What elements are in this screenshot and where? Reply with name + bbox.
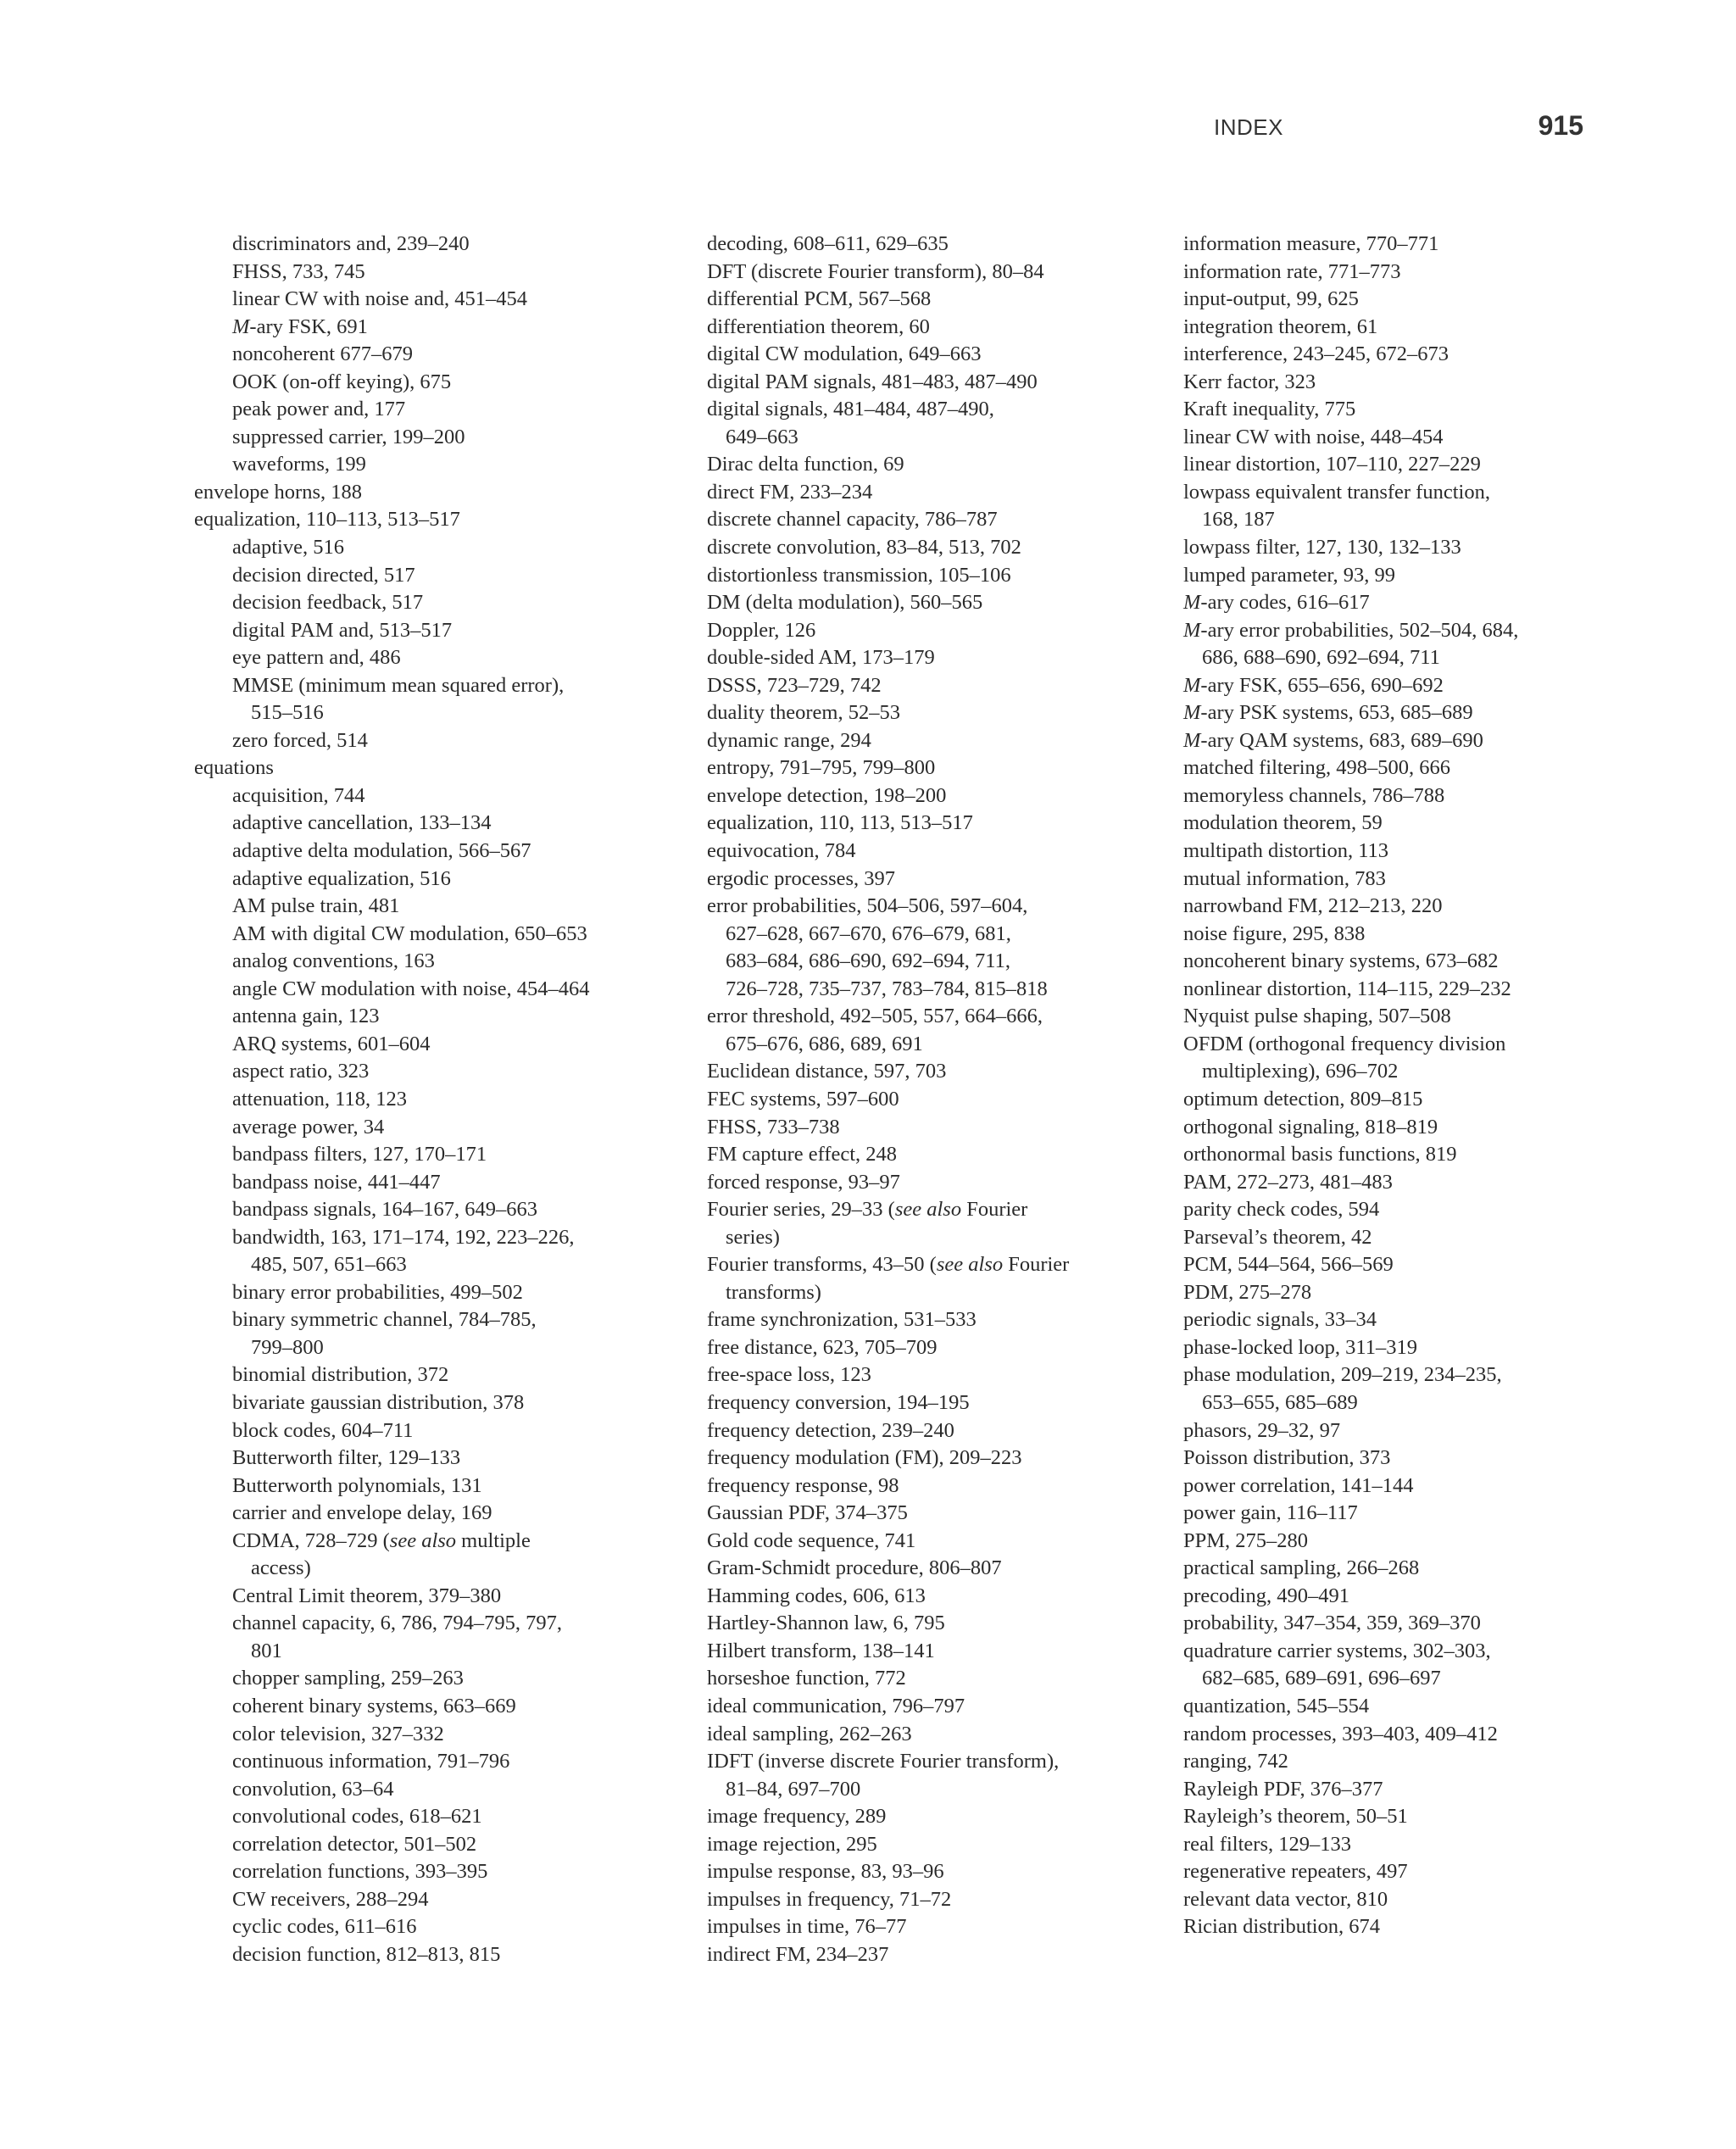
index-entry: IDFT (inverse discrete Fourier transform), — [707, 1750, 1060, 1773]
index-entry: random processes, 393–403, 409–412 — [1183, 1722, 1498, 1745]
index-entry: decision function, 812–813, 815 — [232, 1942, 501, 1966]
index-entry: Dirac delta function, 69 — [707, 453, 904, 476]
index-entry-continuation: 675–676, 686, 689, 691 — [726, 1032, 923, 1055]
index-entry: lowpass filter, 127, 130, 132–133 — [1183, 536, 1461, 560]
index-entry: Nyquist pulse shaping, 507–508 — [1183, 1005, 1451, 1028]
index-entry: waveforms, 199 — [232, 453, 366, 476]
index-entry: M-ary codes, 616–617 — [1183, 591, 1370, 615]
index-entry: DSSS, 723–729, 742 — [707, 673, 882, 697]
index-entry: phasors, 29–32, 97 — [1183, 1418, 1341, 1442]
index-entry: attenuation, 118, 123 — [232, 1087, 407, 1111]
index-entry-continuation: 627–628, 667–670, 676–679, 681, — [726, 921, 1011, 945]
index-column-3 — [1183, 231, 1658, 1941]
index-entry: OFDM (orthogonal frequency division — [1183, 1032, 1506, 1055]
index-entry: decision directed, 517 — [232, 563, 415, 587]
index-entry: impulse response, 83, 93–96 — [707, 1860, 944, 1884]
index-entry: AM with digital CW modulation, 650–653 — [232, 921, 587, 945]
index-entry: Kraft inequality, 775 — [1183, 398, 1356, 421]
index-entry: Gaussian PDF, 374–375 — [707, 1501, 908, 1525]
index-entry: image frequency, 289 — [707, 1805, 887, 1829]
index-entry: digital PAM signals, 481–483, 487–490 — [707, 370, 1038, 393]
index-entry: PAM, 272–273, 481–483 — [1183, 1170, 1393, 1194]
index-entry: quadrature carrier systems, 302–303, — [1183, 1639, 1491, 1662]
index-entry: free distance, 623, 705–709 — [707, 1335, 938, 1359]
index-entry: ideal communication, 796–797 — [707, 1694, 965, 1718]
index-entry: ideal sampling, 262–263 — [707, 1722, 912, 1745]
index-entry-continuation: 485, 507, 651–663 — [251, 1253, 407, 1277]
index-entry: distortionless transmission, 105–106 — [707, 563, 1011, 587]
index-entry-continuation: 799–800 — [251, 1335, 324, 1359]
index-entry: nonlinear distortion, 114–115, 229–232 — [1183, 977, 1511, 1000]
index-entry: digital CW modulation, 649–663 — [707, 342, 982, 366]
index-entry: digital signals, 481–484, 487–490, — [707, 398, 994, 421]
index-entry: noncoherent binary systems, 673–682 — [1183, 949, 1499, 973]
running-header: INDEX — [1214, 114, 1283, 140]
index-entry: regenerative repeaters, 497 — [1183, 1860, 1408, 1884]
index-entry: bandpass signals, 164–167, 649–663 — [232, 1198, 537, 1222]
index-entry: frequency response, 98 — [707, 1473, 899, 1497]
index-entry: coherent binary systems, 663–669 — [232, 1694, 516, 1718]
page-number: 915 — [1538, 110, 1583, 141]
index-entry: modulation theorem, 59 — [1183, 811, 1383, 835]
index-entry: linear CW with noise and, 451–454 — [232, 287, 527, 311]
index-entry: indirect FM, 234–237 — [707, 1942, 889, 1966]
index-entry: adaptive cancellation, 133–134 — [232, 811, 492, 835]
index-entry: phase-locked loop, 311–319 — [1183, 1335, 1418, 1359]
index-entry-continuation: transforms) — [726, 1280, 821, 1304]
index-entry: convolution, 63–64 — [232, 1777, 394, 1801]
index-entry: Poisson distribution, 373 — [1183, 1446, 1391, 1470]
index-entry: periodic signals, 33–34 — [1183, 1308, 1377, 1332]
index-entry: forced response, 93–97 — [707, 1170, 900, 1194]
index-entry: ergodic processes, 397 — [707, 866, 896, 890]
index-entry: antenna gain, 123 — [232, 1005, 380, 1028]
index-entry: information measure, 770–771 — [1183, 232, 1439, 255]
index-entry: Fourier series, 29–33 (see also Fourier — [707, 1198, 1028, 1222]
index-entry: bivariate gaussian distribution, 378 — [232, 1390, 525, 1414]
index-entry: practical sampling, 266–268 — [1183, 1556, 1420, 1580]
index-entry-continuation: 683–684, 686–690, 692–694, 711, — [726, 949, 1010, 973]
index-entry: Rayleigh’s theorem, 50–51 — [1183, 1805, 1408, 1829]
index-entry: M-ary PSK systems, 653, 685–689 — [1183, 701, 1473, 725]
index-entry: aspect ratio, 323 — [232, 1060, 370, 1083]
index-entry: error threshold, 492–505, 557, 664–666, — [707, 1005, 1043, 1028]
index-entry: discrete channel capacity, 786–787 — [707, 508, 998, 532]
index-entry: differential PCM, 567–568 — [707, 287, 932, 311]
index-entry: correlation detector, 501–502 — [232, 1832, 477, 1856]
index-entry: impulses in frequency, 71–72 — [707, 1887, 952, 1911]
index-entry: dynamic range, 294 — [707, 728, 871, 752]
index-entry: Doppler, 126 — [707, 618, 816, 642]
index-entry: cyclic codes, 611–616 — [232, 1915, 417, 1939]
index-column-2 — [707, 231, 1182, 1968]
index-entry: FHSS, 733–738 — [707, 1115, 840, 1139]
index-entry: matched filtering, 498–500, 666 — [1183, 756, 1451, 780]
index-entry: quantization, 545–554 — [1183, 1694, 1370, 1718]
index-entry: entropy, 791–795, 799–800 — [707, 756, 936, 780]
index-entry: carrier and envelope delay, 169 — [232, 1501, 492, 1525]
index-entry: decoding, 608–611, 629–635 — [707, 232, 949, 255]
index-entry: frame synchronization, 531–533 — [707, 1308, 976, 1332]
index-entry: ranging, 742 — [1183, 1750, 1288, 1773]
index-entry: block codes, 604–711 — [232, 1418, 414, 1442]
index-entry: acquisition, 744 — [232, 783, 365, 807]
index-entry: CW receivers, 288–294 — [232, 1887, 429, 1911]
index-entry-continuation: 168, 187 — [1202, 508, 1275, 532]
index-entry-continuation: 726–728, 735–737, 783–784, 815–818 — [726, 977, 1048, 1000]
index-entry: lowpass equivalent transfer function, — [1183, 480, 1490, 504]
index-entry: binary error probabilities, 499–502 — [232, 1280, 523, 1304]
index-entry: analog conventions, 163 — [232, 949, 435, 973]
index-entry: equations — [194, 756, 274, 780]
index-entry: chopper sampling, 259–263 — [232, 1667, 464, 1690]
index-entry: Parseval’s theorem, 42 — [1183, 1225, 1372, 1249]
index-entry: Gram-Schmidt procedure, 806–807 — [707, 1556, 1002, 1580]
index-entry: multipath distortion, 113 — [1183, 839, 1389, 863]
index-entry: discriminators and, 239–240 — [232, 232, 470, 255]
index-entry: free-space loss, 123 — [707, 1363, 871, 1387]
index-entry: decision feedback, 517 — [232, 591, 424, 615]
index-entry: channel capacity, 6, 786, 794–795, 797, — [232, 1612, 562, 1635]
index-entry: frequency conversion, 194–195 — [707, 1390, 970, 1414]
index-entry: double-sided AM, 173–179 — [707, 646, 935, 670]
index-entry: MMSE (minimum mean squared error), — [232, 673, 565, 697]
index-entry: interference, 243–245, 672–673 — [1183, 342, 1449, 366]
index-entry: Central Limit theorem, 379–380 — [232, 1584, 502, 1607]
index-entry-continuation: series) — [726, 1225, 780, 1249]
index-entry-continuation: 653–655, 685–689 — [1202, 1390, 1358, 1414]
index-entry-continuation: 801 — [251, 1639, 282, 1662]
index-entry: Fourier transforms, 43–50 (see also Fourier — [707, 1253, 1070, 1277]
index-entry: convolutional codes, 618–621 — [232, 1805, 482, 1829]
index-entry: CDMA, 728–729 (see also multiple — [232, 1528, 531, 1552]
index-entry: Kerr factor, 323 — [1183, 370, 1316, 393]
index-entry: power correlation, 141–144 — [1183, 1473, 1414, 1497]
index-entry: envelope horns, 188 — [194, 480, 362, 504]
index-entry: power gain, 116–117 — [1183, 1501, 1358, 1525]
index-entry: Hartley-Shannon law, 6, 795 — [707, 1612, 945, 1635]
index-entry: Butterworth filter, 129–133 — [232, 1446, 461, 1470]
index-entry: equalization, 110, 113, 513–517 — [707, 811, 973, 835]
index-entry: horseshoe function, 772 — [707, 1667, 906, 1690]
index-entry-continuation: multiplexing), 696–702 — [1202, 1060, 1399, 1083]
index-entry: precoding, 490–491 — [1183, 1584, 1349, 1607]
index-entry: narrowband FM, 212–213, 220 — [1183, 894, 1443, 918]
index-entry: noise figure, 295, 838 — [1183, 921, 1366, 945]
index-entry: differentiation theorem, 60 — [707, 315, 930, 338]
index-entry: Gold code sequence, 741 — [707, 1528, 916, 1552]
index-entry: Hamming codes, 606, 613 — [707, 1584, 926, 1607]
index-column-1 — [194, 231, 669, 1968]
index-entry: frequency modulation (FM), 209–223 — [707, 1446, 1022, 1470]
index-entry-continuation: 515–516 — [251, 701, 324, 725]
index-entry: adaptive equalization, 516 — [232, 866, 451, 890]
index-entry: OOK (on-off keying), 675 — [232, 370, 452, 393]
index-entry: phase modulation, 209–219, 234–235, — [1183, 1363, 1502, 1387]
index-entry-continuation: access) — [251, 1556, 311, 1580]
index-entry: FEC systems, 597–600 — [707, 1087, 899, 1111]
index-entry: mutual information, 783 — [1183, 866, 1386, 890]
index-entry: parity check codes, 594 — [1183, 1198, 1380, 1222]
index-entry: angle CW modulation with noise, 454–464 — [232, 977, 590, 1000]
index-entry: binomial distribution, 372 — [232, 1363, 449, 1387]
index-entry: Euclidean distance, 597, 703 — [707, 1060, 947, 1083]
index-entry: optimum detection, 809–815 — [1183, 1087, 1423, 1111]
index-entry: discrete convolution, 83–84, 513, 702 — [707, 536, 1021, 560]
index-entry: bandpass noise, 441–447 — [232, 1170, 441, 1194]
index-entry: information rate, 771–773 — [1183, 259, 1401, 283]
index-entry: adaptive delta modulation, 566–567 — [232, 839, 531, 863]
index-entry: peak power and, 177 — [232, 398, 406, 421]
index-entry: ARQ systems, 601–604 — [232, 1032, 431, 1055]
index-entry: real filters, 129–133 — [1183, 1832, 1351, 1856]
index-entry: PPM, 275–280 — [1183, 1528, 1309, 1552]
index-entry-continuation: 682–685, 689–691, 696–697 — [1202, 1667, 1441, 1690]
index-entry: orthogonal signaling, 818–819 — [1183, 1115, 1438, 1139]
index-entry: adaptive, 516 — [232, 536, 344, 560]
index-entry: Hilbert transform, 138–141 — [707, 1639, 935, 1662]
index-entry: color television, 327–332 — [232, 1722, 444, 1745]
index-entry: input-output, 99, 625 — [1183, 287, 1359, 311]
index-entry: M-ary FSK, 655–656, 690–692 — [1183, 673, 1444, 697]
index-entry: relevant data vector, 810 — [1183, 1887, 1388, 1911]
index-entry-continuation: 81–84, 697–700 — [726, 1777, 861, 1801]
index-entry-continuation: 649–663 — [726, 425, 798, 448]
index-entry: Rayleigh PDF, 376–377 — [1183, 1777, 1383, 1801]
index-entry: M-ary FSK, 691 — [232, 315, 368, 338]
index-entry: digital PAM and, 513–517 — [232, 618, 453, 642]
index-entry: M-ary QAM systems, 683, 689–690 — [1183, 728, 1483, 752]
index-entry: integration theorem, 61 — [1183, 315, 1378, 338]
index-entry: DM (delta modulation), 560–565 — [707, 591, 983, 615]
index-entry: image rejection, 295 — [707, 1832, 877, 1856]
index-entry-continuation: 686, 688–690, 692–694, 711 — [1202, 646, 1440, 670]
index-entry: zero forced, 514 — [232, 728, 368, 752]
index-entry: frequency detection, 239–240 — [707, 1418, 954, 1442]
index-entry: linear CW with noise, 448–454 — [1183, 425, 1444, 448]
index-entry: bandpass filters, 127, 170–171 — [232, 1143, 487, 1166]
index-entry: FHSS, 733, 745 — [232, 259, 365, 283]
index-entry: bandwidth, 163, 171–174, 192, 223–226, — [232, 1225, 575, 1249]
index-entry: Butterworth polynomials, 131 — [232, 1473, 482, 1497]
index-entry: equivocation, 784 — [707, 839, 856, 863]
index-entry: correlation functions, 393–395 — [232, 1860, 488, 1884]
index-entry: probability, 347–354, 359, 369–370 — [1183, 1612, 1481, 1635]
index-entry: continuous information, 791–796 — [232, 1750, 510, 1773]
index-entry: AM pulse train, 481 — [232, 894, 400, 918]
index-entry: direct FM, 233–234 — [707, 480, 873, 504]
index-entry: linear distortion, 107–110, 227–229 — [1183, 453, 1481, 476]
index-entry: noncoherent 677–679 — [232, 342, 413, 366]
index-entry: M-ary error probabilities, 502–504, 684, — [1183, 618, 1519, 642]
index-entry: error probabilities, 504–506, 597–604, — [707, 894, 1028, 918]
index-entry: FM capture effect, 248 — [707, 1143, 898, 1166]
index-entry: orthonormal basis functions, 819 — [1183, 1143, 1457, 1166]
index-entry: duality theorem, 52–53 — [707, 701, 900, 725]
index-entry: equalization, 110–113, 513–517 — [194, 508, 460, 532]
index-entry: suppressed carrier, 199–200 — [232, 425, 465, 448]
index-entry: lumped parameter, 93, 99 — [1183, 563, 1396, 587]
index-entry: PDM, 275–278 — [1183, 1280, 1312, 1304]
index-entry: DFT (discrete Fourier transform), 80–84 — [707, 259, 1044, 283]
index-entry: average power, 34 — [232, 1115, 385, 1139]
index-entry: eye pattern and, 486 — [232, 646, 401, 670]
index-entry: Rician distribution, 674 — [1183, 1915, 1381, 1939]
index-entry: PCM, 544–564, 566–569 — [1183, 1253, 1394, 1277]
index-entry: binary symmetric channel, 784–785, — [232, 1308, 537, 1332]
index-entry: impulses in time, 76–77 — [707, 1915, 907, 1939]
index-entry: memoryless channels, 786–788 — [1183, 783, 1445, 807]
index-entry: envelope detection, 198–200 — [707, 783, 947, 807]
